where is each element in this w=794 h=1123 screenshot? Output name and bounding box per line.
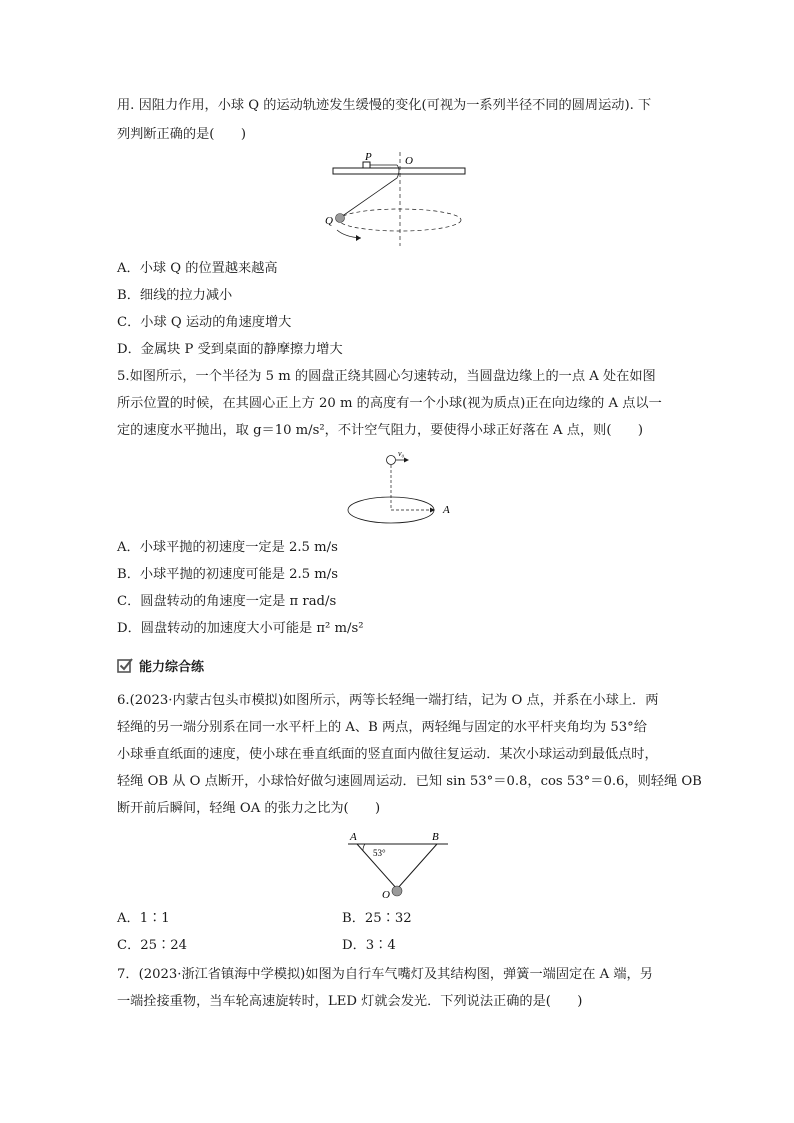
q6-stem-line-2: 轻绳的另一端分别系在同一水平杆上的 A、B 两点，两轻绳与固定的水平杆夹角均为 53°给 (117, 720, 647, 735)
q6-option-a: A．1∶1 (117, 911, 170, 926)
label-v0: v₀ (398, 450, 405, 458)
velocity-arrow-head (404, 458, 409, 463)
label-b: B (432, 831, 439, 843)
q4-figure (325, 150, 475, 250)
label-p: P (365, 151, 372, 163)
angle-arc (363, 844, 365, 851)
q4-option-a: A．小球 Q 的位置越来越高 (117, 261, 278, 276)
q5-stem-line-3: 定的速度水平抛出，取 g＝10 m/s²，不计空气阻力，要使得小球正好落在 A 点，则( ) (117, 423, 643, 438)
q6-figure (340, 828, 460, 903)
rope-ob (397, 844, 437, 889)
q6-stem-line-3: 小球垂直纸面的速度，使小球在垂直纸面的竖直面内做往复运动．某次小球运动到最低点时， (117, 747, 658, 762)
radius-arrow-head (430, 508, 435, 513)
arrow-head (356, 235, 361, 241)
label-angle: 53° (373, 848, 386, 858)
label-o: O (405, 155, 413, 167)
orbit-ellipse (339, 209, 461, 231)
checkbox-icon (117, 657, 133, 673)
q5-figure (340, 450, 470, 530)
label-q: Q (325, 215, 333, 227)
q5-option-d: D．圆盘转动的加速度大小可能是 π² m/s² (117, 621, 364, 636)
ball (392, 886, 402, 896)
q6-option-d: D．3∶4 (342, 938, 396, 953)
q7-stem-line-2: 一端拴接重物，当车轮高速旋转时，LED 灯就会发光．下列说法正确的是( ) (117, 994, 583, 1009)
q7-stem-line-1: 7．(2023·浙江省镇海中学模拟)如图为自行车气嘴灯及其结构图，弹簧一端固定在 A 端，另 (117, 967, 653, 982)
q5-stem-line-1: 5.如图所示，一个半径为 5 m 的圆盘正绕其圆心匀速转动，当圆盘边缘上的一点 A 处在如图 (117, 369, 656, 384)
q4-option-d: D．金属块 P 受到桌面的静摩擦力增大 (117, 342, 343, 357)
q4-option-b: B．细线的拉力减小 (117, 288, 233, 303)
label-a: A (443, 504, 450, 516)
q5-option-b: B．小球平抛的初速度可能是 2.5 m/s (117, 567, 339, 582)
q4-stem-line-2: 列判断正确的是( ) (117, 127, 246, 142)
q5-stem-line-2: 所示位置的时候，在其圆心正上方 20 m 的高度有一个小球(视为质点)正在向边缘的 A 点以一 (117, 396, 662, 411)
q6-option-b: B．25∶32 (342, 911, 412, 926)
q6-option-c: C．25∶24 (117, 938, 188, 953)
ball (387, 456, 396, 465)
q6-stem-line-1: 6.(2023·内蒙古包头市模拟)如图所示，两等长轻绳一端打结，记为 O 点，并系在小球上．两 (117, 693, 659, 708)
section-heading (117, 655, 204, 675)
ball-q (336, 214, 345, 223)
q4-stem-line-1: 用. 因阻力作用，小球 Q 的运动轨迹发生缓慢的变化(可视为一系列半径不同的圆周运动). 下 (117, 98, 652, 113)
q6-stem-line-4: 轻绳 OB 从 O 点断开，小球恰好做匀速圆周运动．已知 sin 53°＝0.8，cos 53°＝0.6，则轻绳 OB (117, 774, 702, 789)
section-title: 能力综合练 (139, 659, 205, 675)
q6-stem-line-5: 断开前后瞬间，轻绳 OA 的张力之比为( ) (117, 801, 381, 816)
q5-option-c: C．圆盘转动的角速度一定是 π rad/s (117, 594, 337, 609)
label-o: O (382, 889, 390, 901)
q5-option-a: A．小球平抛的初速度一定是 2.5 m/s (117, 540, 338, 555)
label-a: A (350, 831, 357, 843)
q4-option-c: C．小球 Q 运动的角速度增大 (117, 315, 292, 330)
